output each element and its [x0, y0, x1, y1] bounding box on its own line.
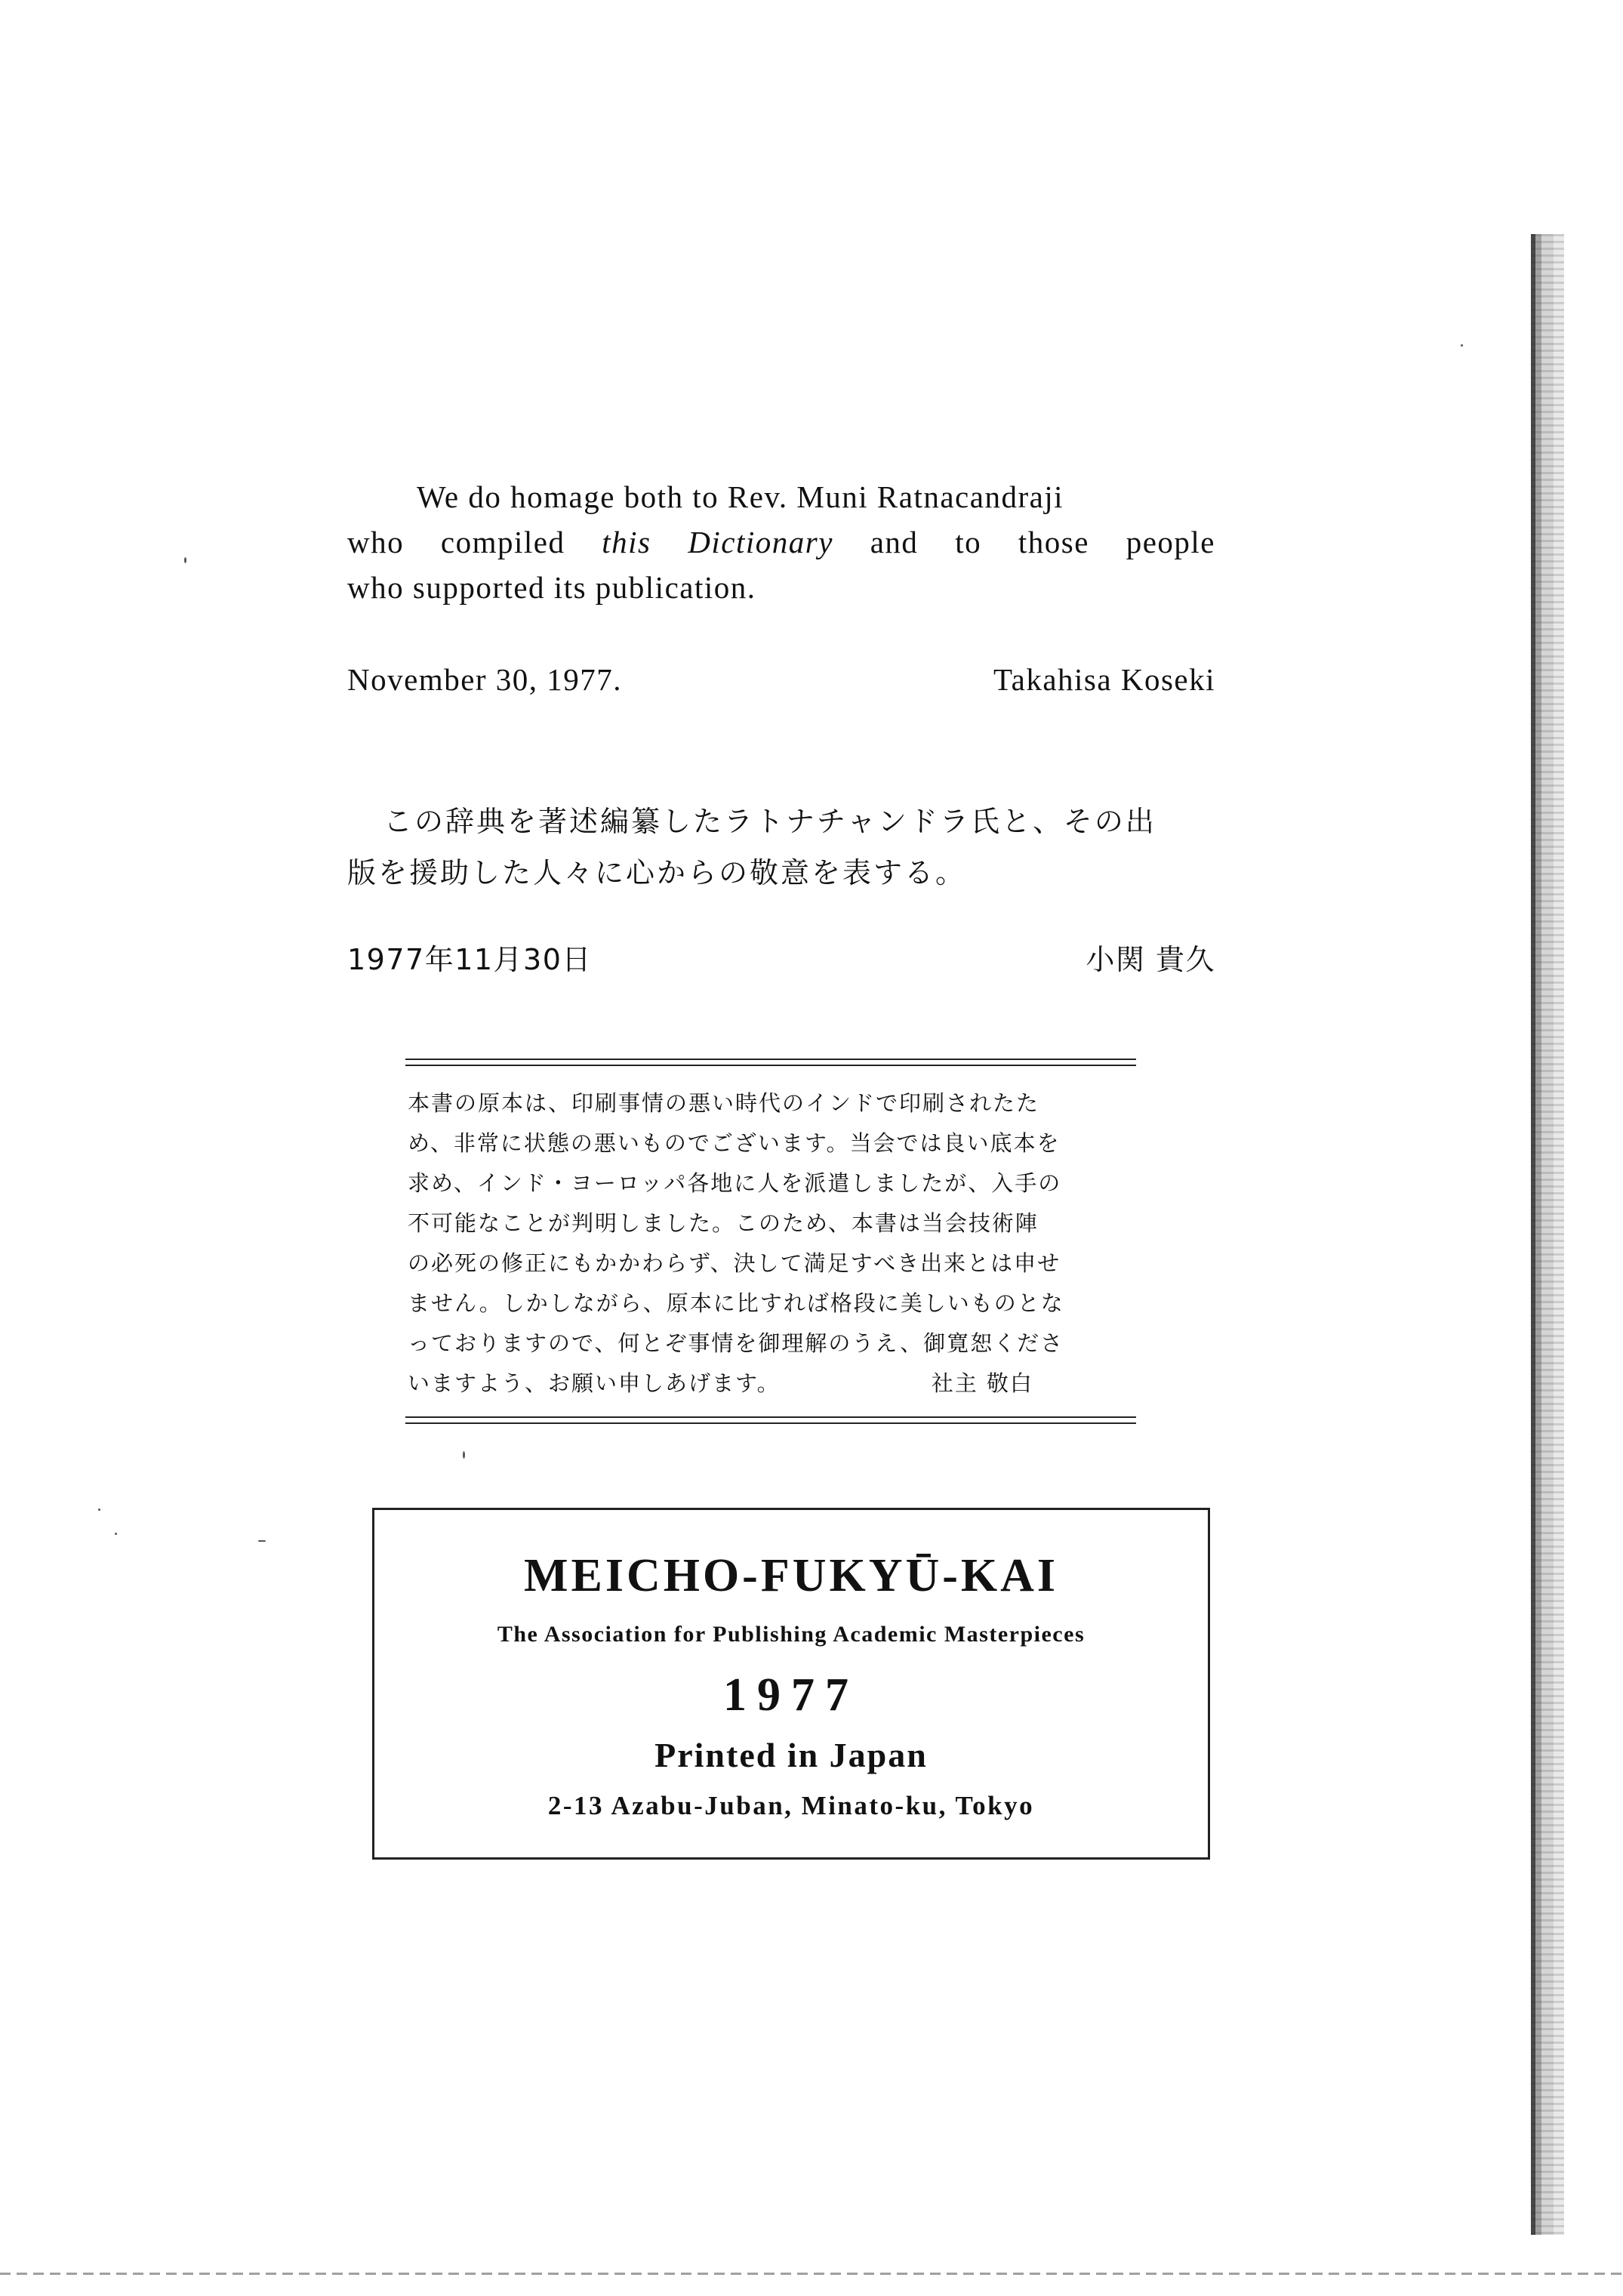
- dedication-line-3: who supported its publication.: [347, 570, 756, 605]
- scan-speck: [258, 1540, 266, 1542]
- notice-line: っておりますので、何とぞ事情を御理解のうえ、御寛恕くださ: [408, 1330, 1064, 1356]
- notice-signature: 社主 敬白: [931, 1370, 1033, 1396]
- scan-speck: [115, 1533, 117, 1535]
- scan-bottom-edge: [0, 2273, 1623, 2275]
- notice-line: の必死の修正にもかかわらず、決して満足すべき出来とは申せ: [408, 1250, 1061, 1276]
- dedication-line-2-start: who compiled: [347, 525, 602, 559]
- notice-last-line: [408, 1364, 1132, 1404]
- publisher-subtitle: The Association for Publishing Academic Masterpieces: [497, 1622, 1086, 1647]
- jp-dedication-line-1: この辞典を著述編纂したラトナチャンドラ氏と、その出: [383, 805, 1156, 838]
- dedication-line-2: [347, 519, 1215, 565]
- scan-speck: [463, 1451, 465, 1459]
- notice-line: 求め、インド・ヨーロッパ各地に人を派遣しましたが、入手の: [408, 1170, 1062, 1196]
- notice-line: ません。しかしながら、原本に比すれば格段に美しいものとな: [408, 1290, 1064, 1316]
- english-signer-name: Takahisa Koseki: [993, 662, 1215, 697]
- publication-year: 1977: [723, 1669, 859, 1721]
- notice-line: 不可能なことが判明しました。このため、本書は当会技術陣: [408, 1210, 1039, 1236]
- notice-line: 本書の原本は、印刷事情の悪い時代のインドで印刷されたた: [408, 1090, 1040, 1116]
- japanese-signer-name: 小関 貴久: [1086, 943, 1215, 976]
- jp-dedication-line-2: 版を援助した人々に心からの敬意を表する。: [347, 856, 967, 889]
- notice-bottom-double-rule: [405, 1416, 1136, 1424]
- japanese-date: 1977年11月30日: [347, 943, 592, 976]
- scan-binding-edge: [1531, 234, 1564, 2235]
- scan-speck: [1461, 344, 1463, 347]
- scan-speck: [184, 557, 186, 563]
- dedication-line-2-end: and to those people: [833, 525, 1216, 559]
- english-date: November 30, 1977.: [347, 662, 623, 697]
- japanese-dedication: [347, 796, 1223, 898]
- publisher-imprint-box: [372, 1508, 1210, 1860]
- publisher-address: 2-13 Azabu-Juban, Minato-ku, Tokyo: [547, 1791, 1035, 1820]
- notice-line: め、非常に状態の悪いものでございます。当会では良い底本を: [408, 1130, 1061, 1156]
- publisher-name: MEICHO-FUKYŪ-KAI: [523, 1550, 1059, 1601]
- printed-in-label: Printed in Japan: [654, 1736, 928, 1774]
- dictionary-title: this Dictionary: [602, 525, 833, 559]
- japanese-signature-row: [347, 936, 1215, 978]
- english-dedication: [347, 474, 1215, 610]
- dedication-line-1: We do homage both to Rev. Muni Ratnacandraji: [417, 479, 1064, 514]
- notice-top-double-rule: [405, 1059, 1136, 1066]
- english-signature-row: [347, 661, 1215, 698]
- scan-speck: [98, 1509, 100, 1511]
- notice-line: いますよう、お願い申しあげます。: [408, 1370, 781, 1396]
- publisher-notice: [408, 1083, 1132, 1404]
